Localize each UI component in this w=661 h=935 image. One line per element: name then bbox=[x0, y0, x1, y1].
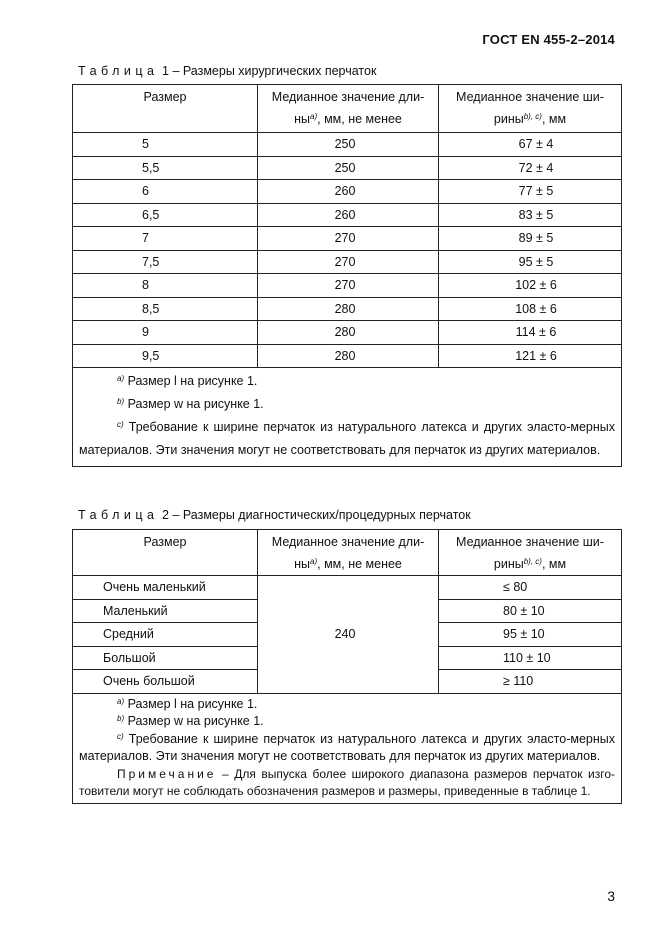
cell-length: 250 bbox=[258, 156, 439, 180]
table-row bbox=[73, 203, 622, 227]
cell-width: 77 ± 5 bbox=[439, 180, 622, 204]
note-a-text: Размер l на рисунке 1. bbox=[124, 374, 258, 388]
table-row bbox=[73, 180, 622, 204]
cell-size: 9 bbox=[73, 321, 258, 345]
note-a-text: Размер l на рисунке 1. bbox=[124, 696, 258, 711]
note-a-marker: а) bbox=[117, 696, 125, 706]
remark-text: – Для выпуска более широкого диапазона размеров перчаток изго-товители могут не соблюдать обозначения размеров и размеры, приведенные в таблице 1. bbox=[79, 766, 615, 798]
table1 bbox=[72, 84, 622, 467]
header-size bbox=[73, 530, 258, 576]
header-length-line1: Медианное значение дли- bbox=[271, 535, 425, 549]
note-b-text: Размер w на рисунке 1. bbox=[124, 714, 264, 728]
cell-width: 110 ± 10 bbox=[439, 646, 622, 670]
cell-length: 250 bbox=[258, 133, 439, 157]
table2-notes bbox=[73, 693, 622, 803]
cell-length: 280 bbox=[258, 344, 439, 368]
cell-length-merged: 240 bbox=[258, 576, 439, 694]
table2-notes-row bbox=[73, 693, 622, 803]
caption-number: 2 bbox=[162, 508, 169, 522]
footnote-ref-a: а) bbox=[310, 112, 318, 121]
footnote-ref-bc: b), c) bbox=[523, 112, 542, 121]
cell-size: 6 bbox=[73, 180, 258, 204]
cell-length: 280 bbox=[258, 321, 439, 345]
table-row bbox=[73, 576, 622, 600]
table2-header-row bbox=[73, 530, 622, 576]
note-c-marker: c) bbox=[117, 731, 124, 741]
note-b-marker: b) bbox=[117, 714, 125, 723]
cell-width: 108 ± 6 bbox=[439, 297, 622, 321]
table2-caption bbox=[78, 508, 471, 522]
note-c-marker: c) bbox=[117, 420, 124, 429]
note-b-marker: b) bbox=[117, 397, 125, 406]
cell-size: 8 bbox=[73, 274, 258, 298]
cell-size: 9,5 bbox=[73, 344, 258, 368]
cell-width: 83 ± 5 bbox=[439, 203, 622, 227]
note-c bbox=[79, 416, 615, 462]
note-b-text: Размер w на рисунке 1. bbox=[124, 397, 264, 411]
header-width bbox=[439, 85, 622, 133]
cell-length: 270 bbox=[258, 227, 439, 251]
header-size-text: Размер bbox=[143, 535, 187, 549]
note-a bbox=[79, 696, 615, 714]
cell-width: 72 ± 4 bbox=[439, 156, 622, 180]
table-row bbox=[73, 250, 622, 274]
remark bbox=[79, 766, 615, 801]
header-length bbox=[258, 530, 439, 576]
cell-length: 260 bbox=[258, 203, 439, 227]
header-width bbox=[439, 530, 622, 576]
caption-prefix: Таблица bbox=[78, 64, 159, 78]
caption-text: – Размеры хирургических перчаток bbox=[172, 64, 377, 78]
cell-size: 5 bbox=[73, 133, 258, 157]
note-a bbox=[79, 370, 615, 393]
table-row bbox=[73, 227, 622, 251]
cell-width: 114 ± 6 bbox=[439, 321, 622, 345]
header-width-line1: Медианное значение ши- bbox=[456, 90, 604, 104]
cell-size: Очень маленький bbox=[73, 576, 258, 600]
cell-width: 95 ± 5 bbox=[439, 250, 622, 274]
header-size bbox=[73, 85, 258, 133]
caption-text: – Размеры диагностических/процедурных перчаток bbox=[172, 508, 471, 522]
cell-size: Большой bbox=[73, 646, 258, 670]
header-length-line2-post: , мм, не менее bbox=[317, 557, 402, 571]
table1-notes-row bbox=[73, 368, 622, 467]
cell-width: 102 ± 6 bbox=[439, 274, 622, 298]
caption-prefix: Таблица bbox=[78, 508, 159, 522]
cell-length: 270 bbox=[258, 274, 439, 298]
table1-caption bbox=[78, 64, 376, 78]
cell-width: 80 ± 10 bbox=[439, 599, 622, 623]
note-b bbox=[79, 393, 615, 416]
table1-header-row bbox=[73, 85, 622, 133]
table-row bbox=[73, 344, 622, 368]
note-a-marker: а) bbox=[117, 374, 125, 383]
table-row bbox=[73, 156, 622, 180]
footnote-ref-a: а) bbox=[310, 557, 318, 566]
cell-width: 95 ± 10 bbox=[439, 623, 622, 647]
cell-size: Очень большой bbox=[73, 670, 258, 694]
header-width-line2-post: , мм bbox=[541, 557, 567, 571]
cell-size: 7 bbox=[73, 227, 258, 251]
cell-length: 280 bbox=[258, 297, 439, 321]
cell-length: 260 bbox=[258, 180, 439, 204]
note-c-text: Требование к ширине перчаток из натурального латекса и других эласто-мерных материалов. Эти значения могут не соответствовать для перчаток из других материалов. bbox=[79, 731, 615, 763]
header-width-line2-post: , мм bbox=[541, 112, 567, 126]
table2 bbox=[72, 529, 622, 804]
header-width-line2-pre: рины bbox=[493, 557, 524, 571]
note-b bbox=[79, 713, 615, 731]
note-c bbox=[79, 731, 615, 766]
cell-width: ≤ 80 bbox=[439, 576, 622, 600]
header-length-line2-pre: ны bbox=[294, 112, 310, 126]
header-length bbox=[258, 85, 439, 133]
cell-width: 67 ± 4 bbox=[439, 133, 622, 157]
cell-size: Средний bbox=[73, 623, 258, 647]
header-width-line1: Медианное значение ши- bbox=[456, 535, 604, 549]
cell-width: ≥ 110 bbox=[439, 670, 622, 694]
table1-notes bbox=[73, 368, 622, 467]
cell-length: 270 bbox=[258, 250, 439, 274]
header-length-line2-post: , мм, не менее bbox=[317, 112, 402, 126]
header-length-line1: Медианное значение дли- bbox=[271, 90, 425, 104]
header-size-text: Размер bbox=[143, 90, 187, 104]
cell-width: 89 ± 5 bbox=[439, 227, 622, 251]
table-row bbox=[73, 297, 622, 321]
remark-label: Примечание bbox=[117, 766, 217, 781]
cell-width: 121 ± 6 bbox=[439, 344, 622, 368]
note-c-text: Требование к ширине перчаток из натурального латекса и других эласто-мерных материалов. Эти значения могут не соответствовать для перчаток из других материалов. bbox=[79, 420, 615, 457]
table-row bbox=[73, 321, 622, 345]
header-length-line2-pre: ны bbox=[294, 557, 310, 571]
cell-size: 5,5 bbox=[73, 156, 258, 180]
cell-size: Маленький bbox=[73, 599, 258, 623]
caption-number: 1 bbox=[162, 64, 169, 78]
header-width-line2-pre: рины bbox=[493, 112, 524, 126]
cell-size: 6,5 bbox=[73, 203, 258, 227]
footnote-ref-bc: b), c) bbox=[523, 557, 542, 566]
cell-size: 8,5 bbox=[73, 297, 258, 321]
cell-size: 7,5 bbox=[73, 250, 258, 274]
table-row bbox=[73, 133, 622, 157]
page-number: 3 bbox=[607, 888, 615, 904]
table-row bbox=[73, 274, 622, 298]
document-id: ГОСТ EN 455-2–2014 bbox=[482, 32, 615, 47]
